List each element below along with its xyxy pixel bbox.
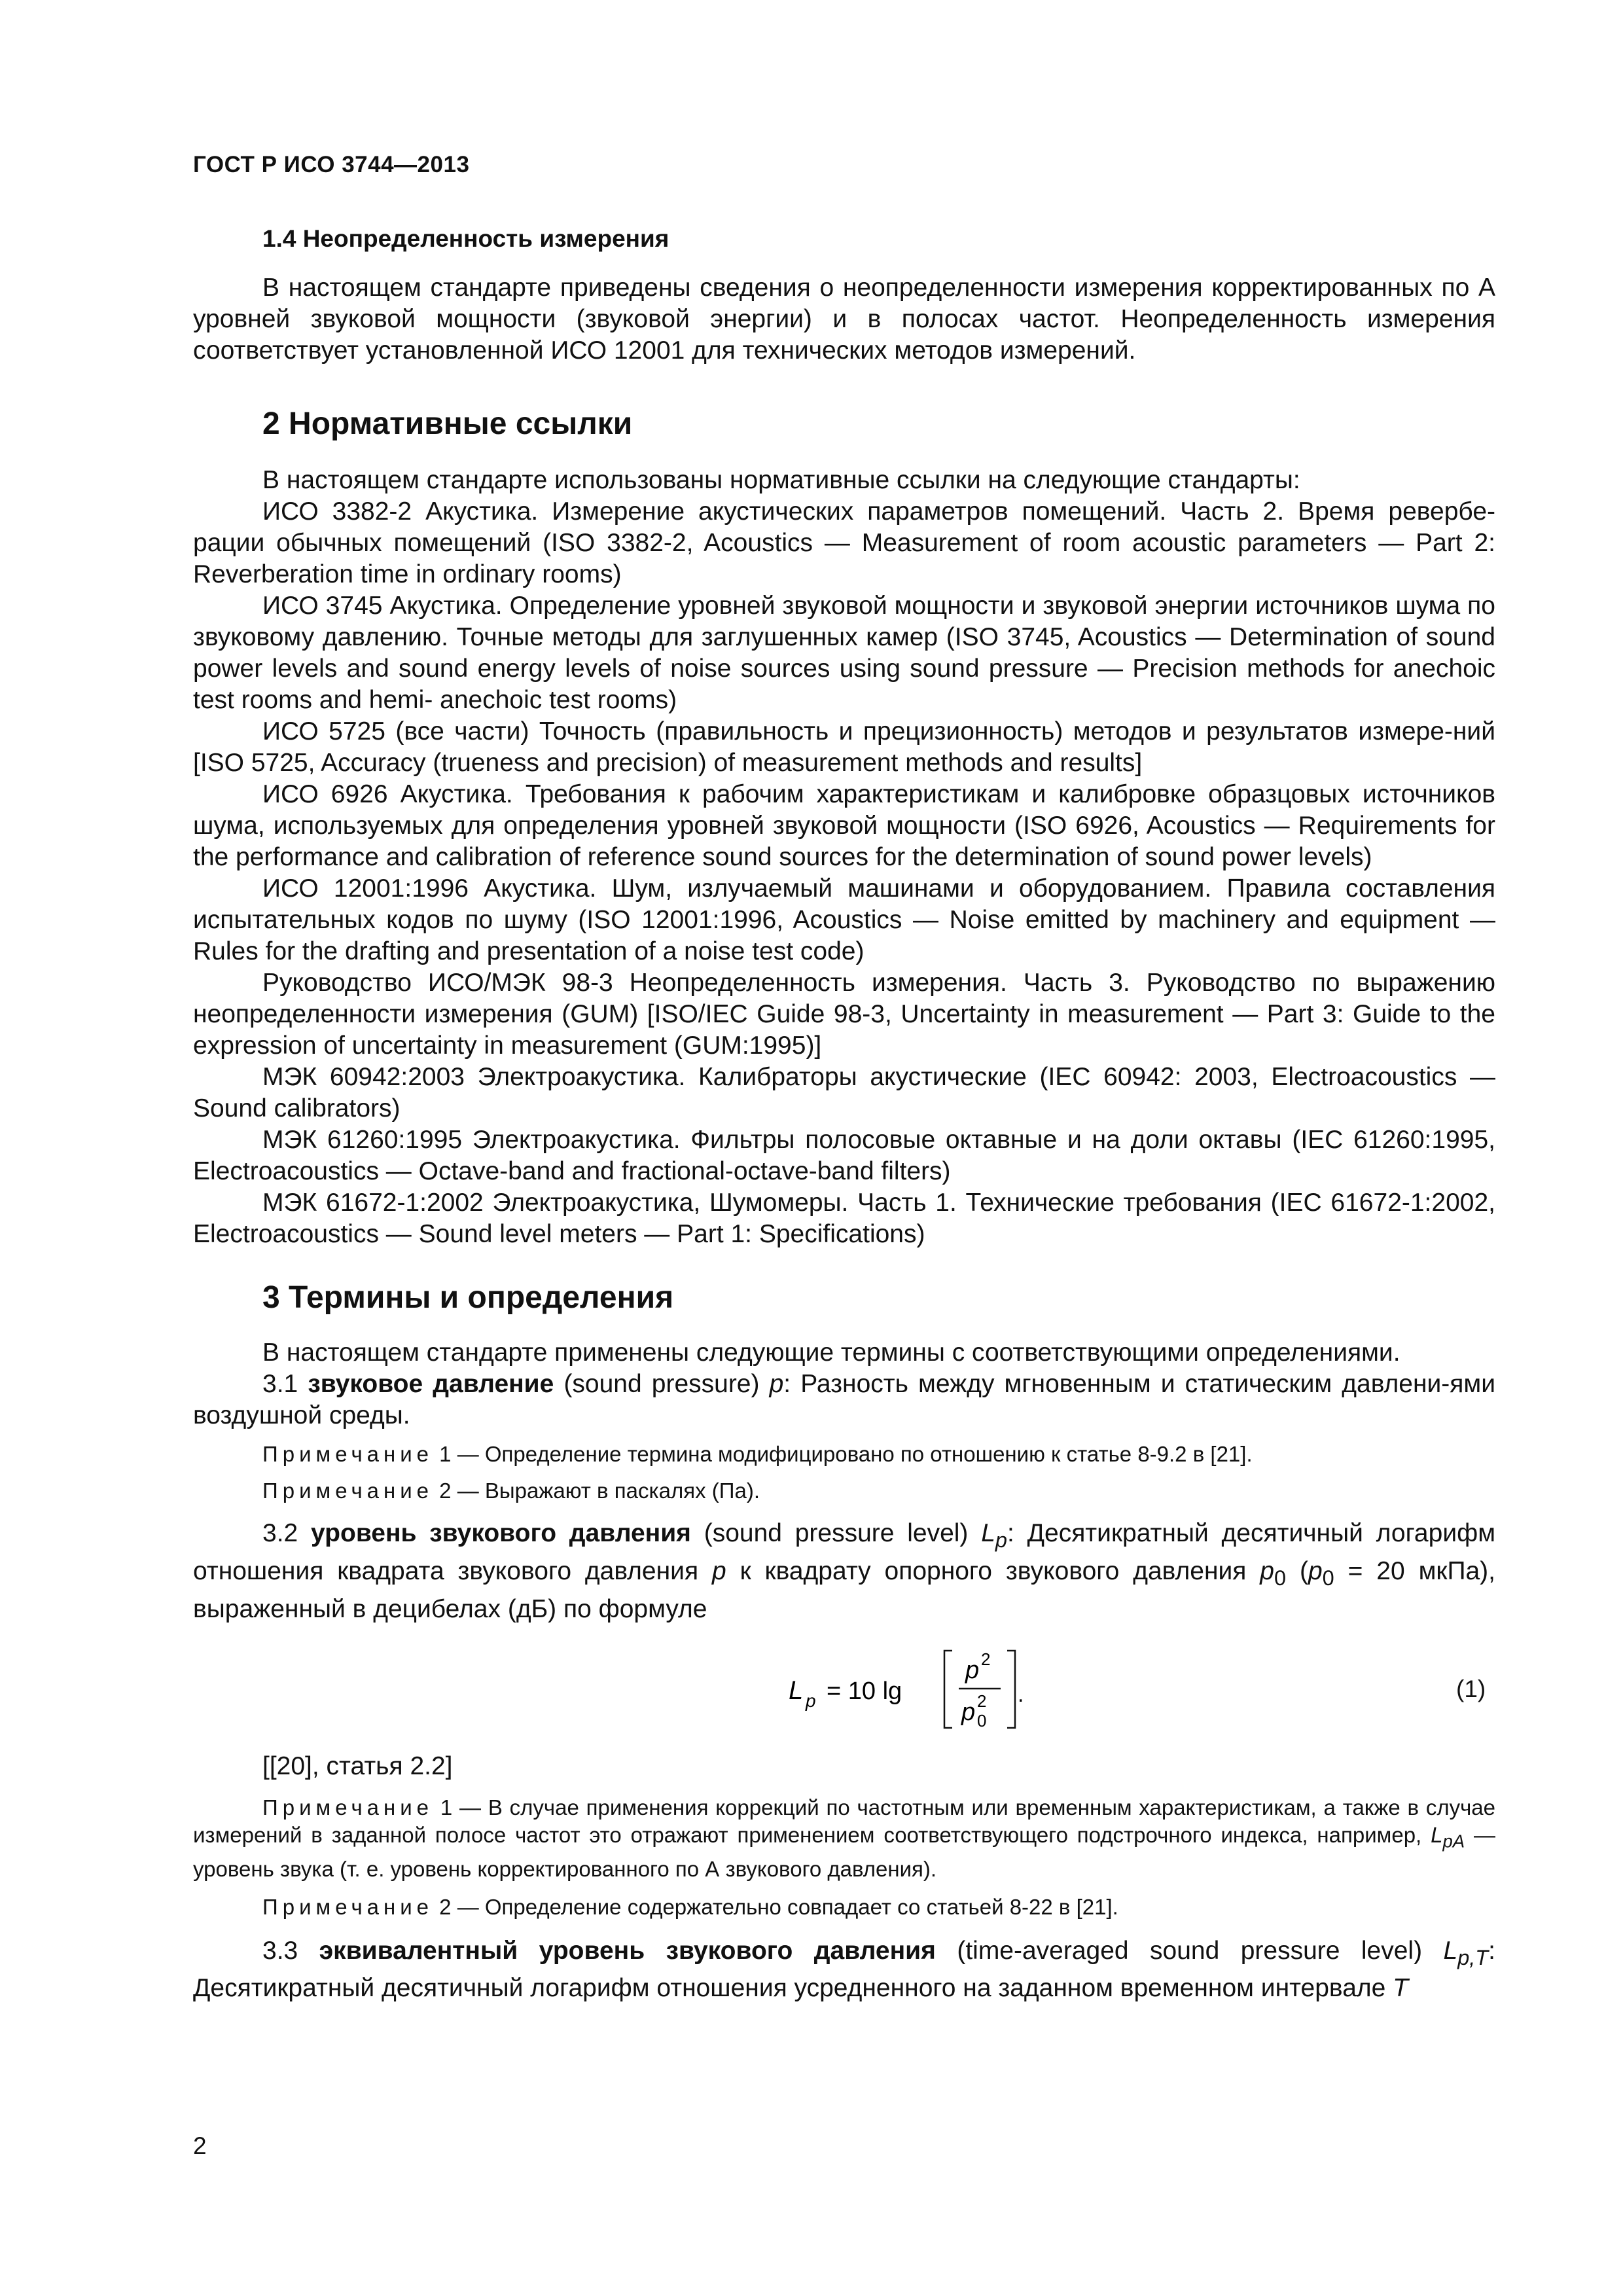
references-intro: В настоящем стандарте использованы нормативные ссылки на следующие стандарты: bbox=[262, 466, 1300, 494]
note-text: 1 — Определение термина модифицировано по отношению к статье 8-9.2 в [21]. bbox=[433, 1442, 1253, 1466]
terms-block bbox=[193, 1337, 1495, 1625]
term-definition: выраженный в децибелах (дБ) по формуле bbox=[193, 1594, 707, 1623]
term-name: звуковое давление bbox=[308, 1370, 554, 1398]
reference-item: МЭК 61260:1995 Электроакустика. Фильтры полосовые октавные и на доли октавы (IEC 61260:1995, Electroacoustics — Octave-band and fractional-octave-band filters) bbox=[193, 1126, 1495, 1185]
formula-period: . bbox=[1018, 1682, 1024, 1707]
section-1-4-paragraph: В настоящем стандарте приведены сведения о неопределенности измерения корректированных по А уровней звуковой мощности (звуковой энергии) и в полосах частот. Неопределенность измерения соответствует установленной ИСО 12001 для технических методов измерений. bbox=[193, 274, 1495, 365]
note-3-2-2 bbox=[193, 1893, 1495, 1921]
term-english: (sound pressure) bbox=[554, 1370, 770, 1398]
symbol-L: L bbox=[1431, 1823, 1443, 1847]
note-3-2-1 bbox=[193, 1794, 1495, 1883]
note-text: 2 — Определение содержательно совпадает со статьей 8-22 в [21]. bbox=[433, 1894, 1118, 1919]
term-symbol: L bbox=[981, 1519, 995, 1547]
note-3-1-2 bbox=[193, 1477, 1495, 1505]
note-3-1-1 bbox=[193, 1441, 1495, 1468]
symbol-p0: p bbox=[1308, 1556, 1323, 1585]
term-3-1 bbox=[193, 1369, 1495, 1431]
term-3-3 bbox=[193, 1935, 1495, 2005]
right-bracket bbox=[1007, 1651, 1015, 1728]
term-symbol: L bbox=[1443, 1936, 1458, 1965]
reference-item: Руководство ИСО/МЭК 98-3 Неопределенность измерения. Часть 3. Руководство по выражению неопределенности измерения (GUM) [ISO/IEC Guide 98-3, Uncertainty in measurement — Part 3: Guide to the expression of uncertainty in measurement (GUM:1995)] bbox=[193, 969, 1495, 1060]
section-3-title bbox=[193, 1280, 1495, 1316]
term-3-2 bbox=[193, 1518, 1495, 1625]
formula-numerator-sup: 2 bbox=[981, 1649, 991, 1669]
formula-number: (1) bbox=[1456, 1676, 1486, 1702]
formula-denominator: p bbox=[961, 1698, 976, 1726]
term-symbol: p bbox=[769, 1370, 784, 1398]
term-english: (time-averaged sound pressure level) bbox=[935, 1936, 1444, 1965]
note-text: 2 — Выражают в паскалях (Па). bbox=[433, 1479, 760, 1503]
note-label: Примечание bbox=[262, 1442, 434, 1466]
note-label: Примечание bbox=[262, 1479, 434, 1503]
reference-item: ИСО 3745 Акустика. Определение уровней звуковой мощности и звуковой энергии источников шума по звуковому давлению. Точные методы для заглушенных камер (ISO 3745, Acoustics — Determination of sound power levels and sound energy levels of noise sources using sound pressure — Precision methods for anechoic test rooms and hemi- anechoic test rooms) bbox=[193, 592, 1495, 714]
reference-item: ИСО 3382-2 Акустика. Измерение акустических параметров помещений. Часть 2. Время ревербе-рации обычных помещений (ISO 3382-2, Acoustics — Measurement of room acoustic parameters — Part 2: Reverberation time in ordinary rooms) bbox=[193, 497, 1495, 588]
normative-references bbox=[193, 465, 1495, 1250]
reference-item: ИСО 5725 (все части) Точность (правильность и прецизионность) методов и результатов измере-ний [ISO 5725, Accuracy (trueness and precision) of measurement methods and results] bbox=[193, 717, 1495, 777]
term-english: (sound pressure level) bbox=[690, 1519, 982, 1547]
term-3-2-continued bbox=[193, 1751, 1495, 2004]
term-definition: : Разность между мгновенным и статическим давлени-ями воздушной среды. bbox=[193, 1370, 1496, 1429]
term-name: эквивалентный уровень звукового давления bbox=[319, 1936, 936, 1965]
reference-item: ИСО 12001:1996 Акустика. Шум, излучаемый машинами и оборудованием. Правила составления испытательных кодов по шуму (ISO 12001:1996, Acoustics — Noise emitted by machinery and equipment — Rules for the drafting and presentation of a noise test code) bbox=[193, 874, 1495, 965]
paren: ( bbox=[1286, 1556, 1308, 1585]
reference-item: МЭК 60942:2003 Электроакустика. Калибраторы акустические (IEC 60942: 2003, Electroacoustics — Sound calibrators) bbox=[193, 1063, 1495, 1122]
symbol-p: p bbox=[711, 1556, 726, 1585]
note-label: Примечание bbox=[262, 1894, 434, 1919]
term-number: 3.2 bbox=[262, 1519, 298, 1547]
term-definition: : Десятикратный десятичный логарифм отношения усредненного на заданном временном интервале bbox=[193, 1936, 1495, 2003]
note-label: Примечание bbox=[262, 1795, 434, 1820]
term-symbol-subscript: p bbox=[995, 1528, 1007, 1552]
note-text: 1 — В случае применения коррекций по частотным или временным характеристикам, а также в случае измерений в заданной полосе частот это отражают применением соответствующего подстрочного индекса, например, bbox=[193, 1795, 1495, 1847]
reference-item: ИСО 6926 Акустика. Требования к рабочим характеристикам и калибровке образцовых источников шума, используемых для определения уровней звуковой мощности (ISO 6926, Acoustics — Requirements for the performance and calibration of reference sound sources for the determination of sound power levels) bbox=[193, 780, 1495, 871]
section-heading: 3 Термины и определения bbox=[262, 1280, 674, 1315]
terms-intro: В настоящем стандарте применены следующие термины с соответствующими определениями. bbox=[262, 1338, 1400, 1367]
left-bracket bbox=[944, 1651, 952, 1728]
term-number: 3.3 bbox=[262, 1936, 298, 1965]
formula-lhs: L bbox=[789, 1676, 804, 1705]
reference-item: МЭК 61672-1:2002 Электроакустика, Шумомеры. Часть 1. Технические требования (IEC 61672-1:2002, Electroacoustics — Sound level meters — Part 1: Specifications) bbox=[193, 1189, 1495, 1248]
formula-denominator-sub: 0 bbox=[977, 1711, 987, 1731]
subscript-zero: 0 bbox=[1274, 1566, 1287, 1590]
term-definition: : Десятикратный десятичный логарифм отношения квадрата звукового давления bbox=[193, 1519, 1496, 1585]
formula-lhs-subscript: p bbox=[806, 1691, 816, 1711]
formula-1 bbox=[776, 1643, 1234, 1734]
section-heading: 2 Нормативные ссылки bbox=[262, 406, 633, 441]
term-name: уровень звукового давления bbox=[311, 1519, 691, 1547]
term-number: 3.1 bbox=[262, 1370, 298, 1398]
document-header: ГОСТ Р ИСО 3744—2013 bbox=[193, 152, 470, 177]
formula-numerator: p bbox=[965, 1657, 980, 1684]
term-definition: к квадрату опорного звукового давления bbox=[726, 1556, 1260, 1585]
formula-equals-lg: = 10 lg bbox=[827, 1677, 902, 1705]
term-3-2-reference: [[20], статья 2.2] bbox=[262, 1752, 453, 1780]
note-text: — уровень звука (т. е. уровень корректированного по А звукового давления). bbox=[193, 1823, 1495, 1881]
symbol-p0: p bbox=[1260, 1556, 1274, 1585]
subscript-zero: 0 bbox=[1322, 1566, 1334, 1590]
formula-denominator-sup: 2 bbox=[977, 1691, 987, 1711]
subsection-heading: 1.4 Неопределенность измерения bbox=[262, 225, 669, 252]
page-number: 2 bbox=[193, 2132, 207, 2159]
section-1-4-title bbox=[193, 225, 1495, 253]
symbol-subscript: pA bbox=[1442, 1831, 1465, 1852]
symbol-T: T bbox=[1393, 1974, 1408, 2003]
term-symbol-subscript: p,T bbox=[1457, 1945, 1489, 1969]
reference-value: = 20 мкПа), bbox=[1334, 1556, 1495, 1585]
section-2-title bbox=[193, 406, 1495, 442]
